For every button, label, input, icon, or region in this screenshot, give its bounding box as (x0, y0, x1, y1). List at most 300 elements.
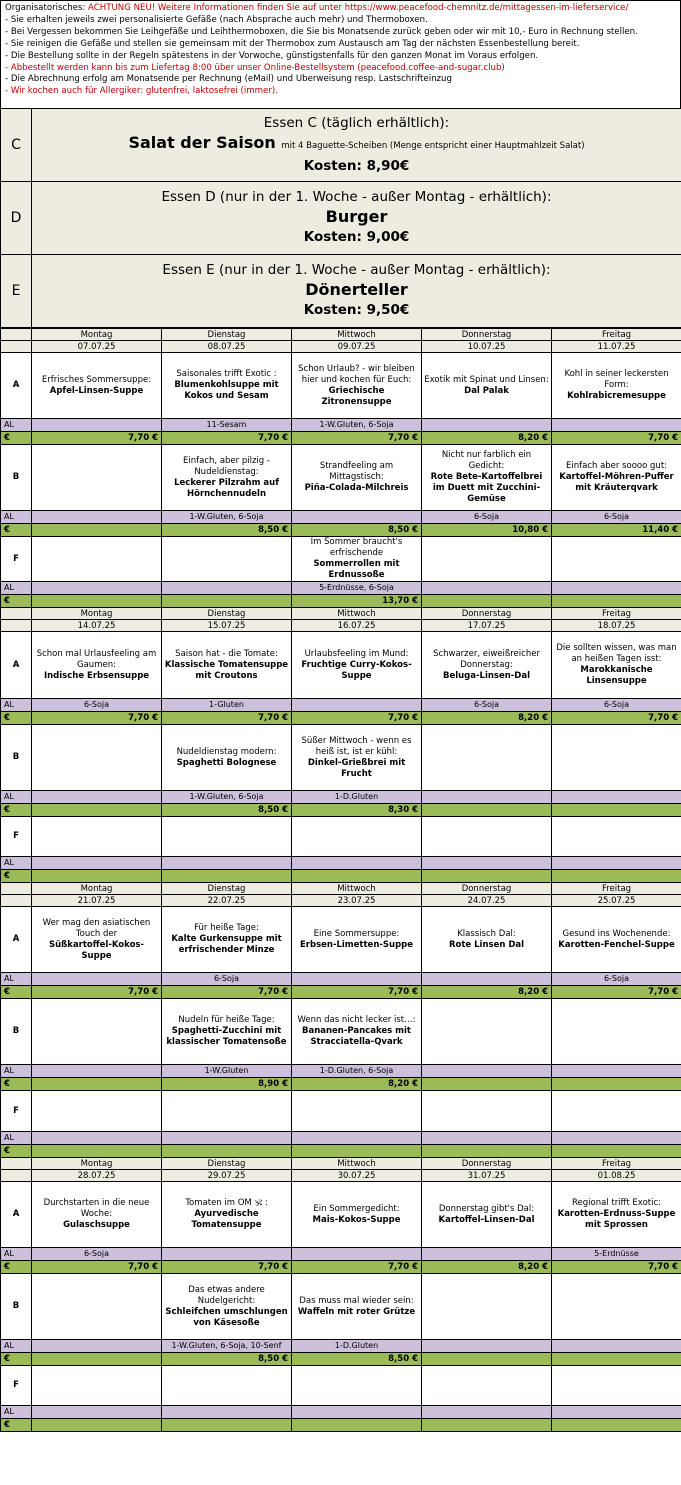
org-note-line (5, 39, 676, 51)
price-cell: 7,70 € (552, 986, 681, 999)
price-label: € (1, 1353, 32, 1366)
meal-name: Kohlrabicremesuppe (567, 391, 666, 401)
meal-intro: Nudeldienstag modern: (176, 746, 277, 757)
meal-cell (552, 907, 681, 973)
allergen-cell (422, 857, 552, 870)
allergen-label: AL (1, 1406, 32, 1419)
week-days-row (1, 1158, 681, 1170)
week-corner (1, 895, 32, 907)
org-note-line (5, 15, 676, 27)
meal-row-a (1, 632, 681, 699)
week-dates-row (1, 341, 681, 353)
meal-name: Karotten-Fenchel-Suppe (558, 939, 675, 950)
essen-heading: Essen D (nur in der 1. Woche - außer Montag - erhältlich): (161, 189, 552, 205)
allergen-cell: 6-Soja (32, 699, 162, 712)
day-name: Montag (32, 1158, 162, 1170)
allergen-cell: 1-W.Gluten, 6-Soja, 10-Senf (162, 1340, 292, 1353)
organisation-notes (0, 0, 681, 108)
meal-cell (422, 537, 552, 582)
meal-cell (292, 817, 422, 857)
essen-note: mit 4 Baguette-Scheiben (Menge entspricht einer Hauptmahlzeit Salat) (281, 140, 585, 151)
meal-letter: F (1, 1366, 32, 1406)
week-days-row (1, 883, 681, 895)
day-date: 14.07.25 (32, 620, 162, 632)
meal-cell (32, 1366, 162, 1406)
price-row (1, 1145, 681, 1158)
org-note-line (5, 74, 676, 86)
day-date: 30.07.25 (292, 1170, 422, 1182)
allergen-cell: 1-D.Gluten (292, 791, 422, 804)
day-name: Montag (32, 608, 162, 620)
meal-cell (162, 999, 292, 1065)
allergen-cell (32, 973, 162, 986)
allergen-cell (32, 857, 162, 870)
meal-intro: Wenn das nicht lecker ist…: (297, 1015, 416, 1025)
price-label: € (1, 986, 32, 999)
allergen-row (1, 1065, 681, 1078)
price-cell (292, 1419, 422, 1432)
meal-cell (552, 1274, 681, 1340)
price-cell (422, 804, 552, 817)
allergen-cell (422, 791, 552, 804)
price-label: € (1, 1261, 32, 1274)
meal-name: Mais-Kokos-Suppe (312, 1214, 401, 1225)
meal-name: Karotten-Erdnuss-Suppe mit Sprossen (557, 1209, 676, 1230)
meal-intro: Einfach, aber pilzig - Nudeldienstag: (183, 455, 270, 477)
allergen-row (1, 419, 681, 432)
org-note-text: - Sie reinigen die Gefäße und stellen sie gemeinsam mit der Thermobox zum Austausch am Tag der nächsten Essenbestellung bereit. (5, 38, 580, 49)
org-note-line (5, 63, 676, 75)
day-name: Donnerstag (422, 1158, 552, 1170)
meal-name: Apfel-Linsen-Suppe (49, 385, 144, 396)
price-cell (422, 1353, 552, 1366)
price-label: € (1, 1078, 32, 1091)
day-date: 29.07.25 (162, 1170, 292, 1182)
meal-cell (292, 353, 422, 419)
price-cell (162, 1419, 292, 1432)
allergen-cell: 6-Soja (162, 973, 292, 986)
price-cell (32, 1419, 162, 1432)
price-cell (422, 870, 552, 883)
allergen-label: AL (1, 699, 32, 712)
allergen-cell: 1-W.Gluten (162, 1065, 292, 1078)
allergen-cell (162, 1248, 292, 1261)
meal-cell (32, 537, 162, 582)
org-note-text: - Die Bestellung sollte in der Regeln spätestens in der Vorwoche, günstigstenfalls für den ganzen Monat im Voraus erfolgen. (5, 50, 539, 61)
allergen-cell (422, 1340, 552, 1353)
week-corner (1, 341, 32, 353)
allergen-cell: 11-Sesam (162, 419, 292, 432)
allergen-cell (32, 511, 162, 524)
price-cell (422, 1145, 552, 1158)
meal-intro: Tomaten im OM 🕉 : (185, 1198, 268, 1208)
price-cell: 8,20 € (422, 1261, 552, 1274)
meal-cell (422, 999, 552, 1065)
meal-intro: Urlaubsfeeling im Mund: (304, 648, 409, 659)
meal-letter: A (1, 1182, 32, 1248)
meal-cell (552, 725, 681, 791)
essen-content (32, 109, 681, 182)
meal-name: Waffeln mit roter Grütze (297, 1306, 416, 1317)
week-corner (1, 329, 32, 341)
price-cell: 8,50 € (292, 1353, 422, 1366)
essen-heading: Essen C (täglich erhältlich): (263, 114, 450, 131)
meal-cell (292, 1274, 422, 1340)
org-note-text: - Sie erhalten jeweils zwei personalisierte Gefäße (nach Absprache auch mehr) und Thermoboxen. (5, 14, 428, 25)
allergen-cell (32, 1406, 162, 1419)
meal-cell (32, 353, 162, 419)
day-name: Mittwoch (292, 1158, 422, 1170)
meal-row-f (1, 1366, 681, 1406)
allergen-label: AL (1, 582, 32, 595)
allergen-cell: 6-Soja (552, 511, 681, 524)
meal-cell (292, 1091, 422, 1132)
allergen-cell (292, 857, 422, 870)
meal-cell (32, 632, 162, 699)
meal-cell (32, 725, 162, 791)
meal-name: Fruchtige Curry-Kokos-Suppe (301, 659, 412, 681)
meal-name: Marokkanische Linsensuppe (580, 665, 653, 686)
day-name: Montag (32, 329, 162, 341)
price-cell (552, 1145, 681, 1158)
meal-letter: B (1, 1274, 32, 1340)
price-cell (292, 1145, 422, 1158)
week-days-row (1, 329, 681, 341)
meal-cell (32, 907, 162, 973)
price-label: € (1, 870, 32, 883)
meal-cell (292, 725, 422, 791)
essen-name-line (32, 206, 681, 228)
meal-row-b (1, 999, 681, 1065)
price-cell: 7,70 € (32, 432, 162, 445)
price-label: € (1, 524, 32, 537)
org-note-text: Organisatorisches: (5, 3, 89, 13)
allergen-cell: 6-Soja (32, 1248, 162, 1261)
org-note-text: - Abbestellt werden kann bis zum Liefertag 8:00 über unser Online-Bestellsystem (peacefood.coffee-and-sugar.club) (5, 62, 505, 73)
meal-letter: B (1, 445, 32, 511)
day-date: 16.07.25 (292, 620, 422, 632)
meal-row-f (1, 817, 681, 857)
price-cell (32, 1145, 162, 1158)
day-name: Freitag (552, 329, 681, 341)
meal-cell (292, 632, 422, 699)
meal-cell (292, 999, 422, 1065)
week-corner (1, 1158, 32, 1170)
allergen-cell (552, 791, 681, 804)
week-corner (1, 608, 32, 620)
day-date: 01.08.25 (552, 1170, 681, 1182)
meal-intro: Das muss mal wieder sein: (299, 1295, 414, 1306)
meal-intro: Gesund ins Wochenende: (562, 928, 671, 939)
price-cell: 8,20 € (422, 986, 552, 999)
essen-name: Burger (325, 207, 388, 226)
price-row (1, 712, 681, 725)
meal-intro: Saisonales trifft Exotic : (176, 369, 277, 379)
allergen-cell (162, 1132, 292, 1145)
meal-name: Süßkartoffel-Kokos-Suppe (49, 939, 144, 961)
allergen-row (1, 1248, 681, 1261)
essen-name: Dönerteller (305, 280, 408, 299)
allergen-label: AL (1, 1248, 32, 1261)
meal-row-b (1, 725, 681, 791)
essen-price: Kosten: 9,00€ (303, 229, 410, 245)
allergen-cell (292, 511, 422, 524)
price-cell: 8,50 € (162, 804, 292, 817)
meal-name: Spaghetti Bolognese (176, 757, 277, 768)
meal-name: Sommerrollen mit Erdnussoße (313, 559, 400, 580)
day-name: Mittwoch (292, 329, 422, 341)
allergen-row (1, 699, 681, 712)
allergen-cell (552, 857, 681, 870)
price-cell (162, 595, 292, 608)
meal-intro: Strandfeeling am Mittagstisch: (319, 461, 394, 482)
meal-cell (292, 445, 422, 511)
week-corner (1, 883, 32, 895)
allergen-cell (552, 582, 681, 595)
meal-intro: Nudeln für heiße Tage: (178, 1015, 275, 1025)
meal-name: Bananen-Pancakes mit Stracciatella-Qvark (301, 1026, 411, 1047)
meal-intro: Saison hat - die Tomate: (175, 648, 278, 659)
org-note-text: - Die Abrechnung erfolg am Monatsende per Rechnung (eMail) und Überweisung resp. Lastschrifteinzug (5, 74, 452, 85)
price-cell: 7,70 € (552, 712, 681, 725)
allergen-cell (292, 1132, 422, 1145)
org-note-text: - Wir kochen auch für Allergiker: glutenfrei, laktosefrei (immer). (5, 86, 278, 97)
price-label: € (1, 712, 32, 725)
essen-row-d (1, 182, 681, 255)
day-date: 25.07.25 (552, 895, 681, 907)
price-cell (552, 1419, 681, 1432)
price-cell (422, 595, 552, 608)
day-date: 17.07.25 (422, 620, 552, 632)
allergen-row (1, 1406, 681, 1419)
meal-name: Klassische Tomatensuppe mit Croutons (164, 659, 289, 681)
allergen-row (1, 973, 681, 986)
allergen-label: AL (1, 857, 32, 870)
meal-cell (162, 907, 292, 973)
day-date: 18.07.25 (552, 620, 681, 632)
allergen-cell (162, 582, 292, 595)
allergen-row (1, 857, 681, 870)
price-row (1, 870, 681, 883)
price-cell: 10,80 € (422, 524, 552, 537)
meal-cell (162, 725, 292, 791)
allergen-cell (32, 1340, 162, 1353)
price-row (1, 1353, 681, 1366)
price-label: € (1, 1145, 32, 1158)
allergen-cell (292, 1406, 422, 1419)
price-cell: 7,70 € (162, 432, 292, 445)
allergen-cell (292, 1248, 422, 1261)
meal-letter: A (1, 632, 32, 699)
meal-cell (422, 445, 552, 511)
price-cell: 7,70 € (162, 1261, 292, 1274)
allergen-cell (422, 1065, 552, 1078)
week-dates-row (1, 895, 681, 907)
meal-name: Dinkel-Grießbrei mit Frucht (307, 757, 406, 779)
meal-cell (292, 907, 422, 973)
allergen-cell: 1-W.Gluten, 6-Soja (162, 511, 292, 524)
meal-intro: Exotik mit Spinat und Linsen: (424, 374, 549, 385)
allergen-cell: 6-Soja (422, 699, 552, 712)
meal-cell (32, 1274, 162, 1340)
meal-letter: A (1, 353, 32, 419)
price-cell: 8,50 € (162, 1353, 292, 1366)
meal-intro: Donnerstag gibt's Dal: (438, 1203, 535, 1214)
meal-name: Piña-Colada-Milchreis (304, 483, 409, 493)
day-date: 24.07.25 (422, 895, 552, 907)
price-cell (32, 1353, 162, 1366)
meal-name: Kalte Gurkensuppe mit erfrischender Minze (171, 934, 282, 955)
price-cell: 8,50 € (292, 524, 422, 537)
price-cell (552, 804, 681, 817)
price-cell (32, 595, 162, 608)
allergen-cell (32, 419, 162, 432)
price-cell: 8,90 € (162, 1078, 292, 1091)
allergen-label: AL (1, 973, 32, 986)
allergen-cell (162, 857, 292, 870)
meal-name: Dal Palak (464, 385, 509, 396)
essen-price: Kosten: 9,50€ (303, 302, 410, 318)
price-row (1, 1261, 681, 1274)
allergen-label: AL (1, 1132, 32, 1145)
essen-price: Kosten: 8,90€ (303, 157, 410, 174)
day-date: 07.07.25 (32, 341, 162, 353)
meal-row-b (1, 445, 681, 511)
day-date: 15.07.25 (162, 620, 292, 632)
allergen-label: AL (1, 511, 32, 524)
allergen-cell: 5-Erdnüsse, 6-Soja (292, 582, 422, 595)
allergen-cell (422, 582, 552, 595)
meal-cell (422, 632, 552, 699)
meal-intro: Die sollten wissen, was man an heißen Tagen isst: (556, 643, 677, 664)
essen-name-line (32, 279, 681, 301)
price-cell (422, 1419, 552, 1432)
meal-cell (162, 1091, 292, 1132)
allergen-cell (422, 419, 552, 432)
day-date: 28.07.25 (32, 1170, 162, 1182)
meal-intro: Süßer Mittwoch - wenn es heiß ist, ist er kühl: (301, 735, 412, 757)
meal-name: Kartoffel-Möhren-Puffer mit Kräuterqvark (559, 472, 674, 493)
meal-cell (422, 907, 552, 973)
price-cell (162, 870, 292, 883)
allergen-cell (162, 1406, 292, 1419)
allergen-label: AL (1, 1065, 32, 1078)
meal-intro: Erfrisches Sommersuppe: (41, 374, 152, 385)
week-corner (1, 1170, 32, 1182)
meal-row-a (1, 907, 681, 973)
allergen-cell (292, 699, 422, 712)
meal-name: Leckerer Pilzrahm auf Hörnchennudeln (174, 477, 279, 499)
price-cell (292, 870, 422, 883)
essen-name-line (32, 132, 681, 157)
meal-intro: Wer mag den asiatischen Touch der (42, 917, 151, 939)
org-note-text: - Bei Vergessen bekommen Sie Leihgefäße und Leihthermoboxen, die Sie bis Monatsende zurück geben oder wir mit 10,- Euro in Rechnung stellen. (5, 26, 638, 37)
meal-row-f (1, 537, 681, 582)
day-date: 11.07.25 (552, 341, 681, 353)
meal-cell (552, 1091, 681, 1132)
price-label: € (1, 595, 32, 608)
meal-name: Rote Linsen Dal (448, 939, 525, 950)
allergen-cell: 5-Erdnüsse (552, 1248, 681, 1261)
price-label: € (1, 804, 32, 817)
essen-content (32, 255, 681, 328)
day-date: 09.07.25 (292, 341, 422, 353)
week-corner (1, 620, 32, 632)
meal-cell (422, 1366, 552, 1406)
price-cell: 7,70 € (292, 432, 422, 445)
price-cell (32, 870, 162, 883)
meal-row-a (1, 1182, 681, 1248)
meal-cell (292, 1182, 422, 1248)
allergen-cell: 1-W.Gluten, 6-Soja (292, 419, 422, 432)
meal-name: Indische Erbsensuppe (43, 670, 150, 681)
meal-row-b (1, 1274, 681, 1340)
meal-intro: Einfach aber soooo gut: (565, 461, 668, 471)
day-date: 08.07.25 (162, 341, 292, 353)
day-date: 21.07.25 (32, 895, 162, 907)
allergen-cell: 6-Soja (552, 699, 681, 712)
price-row (1, 595, 681, 608)
day-name: Freitag (552, 608, 681, 620)
price-row (1, 804, 681, 817)
meal-letter: F (1, 537, 32, 582)
meal-cell (552, 353, 681, 419)
price-row (1, 1078, 681, 1091)
meal-name: Blumenkohlsuppe mit Kokos und Sesam (174, 380, 279, 401)
price-cell (552, 595, 681, 608)
price-cell: 7,70 € (32, 712, 162, 725)
meal-cell (422, 1274, 552, 1340)
allergen-cell (32, 791, 162, 804)
price-cell: 7,70 € (292, 986, 422, 999)
meal-name: Rote Bete-Kartoffelbrei im Duett mit Zucchini-Gemüse (430, 472, 543, 504)
day-name: Mittwoch (292, 608, 422, 620)
price-row (1, 986, 681, 999)
allergen-cell: 6-Soja (422, 511, 552, 524)
price-cell (162, 1145, 292, 1158)
org-note-line (5, 51, 676, 63)
meal-intro: Klassisch Dal: (457, 928, 516, 939)
allergen-cell (552, 1132, 681, 1145)
day-date: 22.07.25 (162, 895, 292, 907)
day-name: Dienstag (162, 329, 292, 341)
essen-extra-table (0, 108, 681, 328)
price-cell (32, 1078, 162, 1091)
allergen-cell: 1-Gluten (162, 699, 292, 712)
allergen-cell (552, 419, 681, 432)
allergen-cell (32, 1132, 162, 1145)
meal-name: Kartoffel-Linsen-Dal (438, 1214, 535, 1225)
meal-intro: Eine Sommersuppe: (313, 928, 400, 939)
meal-intro: Im Sommer braucht's erfrischende (310, 537, 403, 558)
essen-letter: E (1, 255, 32, 328)
meal-cell (162, 632, 292, 699)
meal-intro: Schon mal Urlausfeeling am Gaumen: (36, 648, 157, 670)
weekly-menu-table (0, 328, 681, 1432)
price-cell: 7,70 € (32, 1261, 162, 1274)
allergen-cell (422, 973, 552, 986)
meal-cell (552, 632, 681, 699)
meal-cell (292, 537, 422, 582)
essen-letter: C (1, 109, 32, 182)
allergen-row (1, 1340, 681, 1353)
meal-intro: Ein Sommergedicht: (313, 1203, 400, 1214)
meal-cell (552, 445, 681, 511)
allergen-cell (292, 973, 422, 986)
meal-cell (162, 817, 292, 857)
week-dates-row (1, 1170, 681, 1182)
org-note-line (5, 27, 676, 39)
